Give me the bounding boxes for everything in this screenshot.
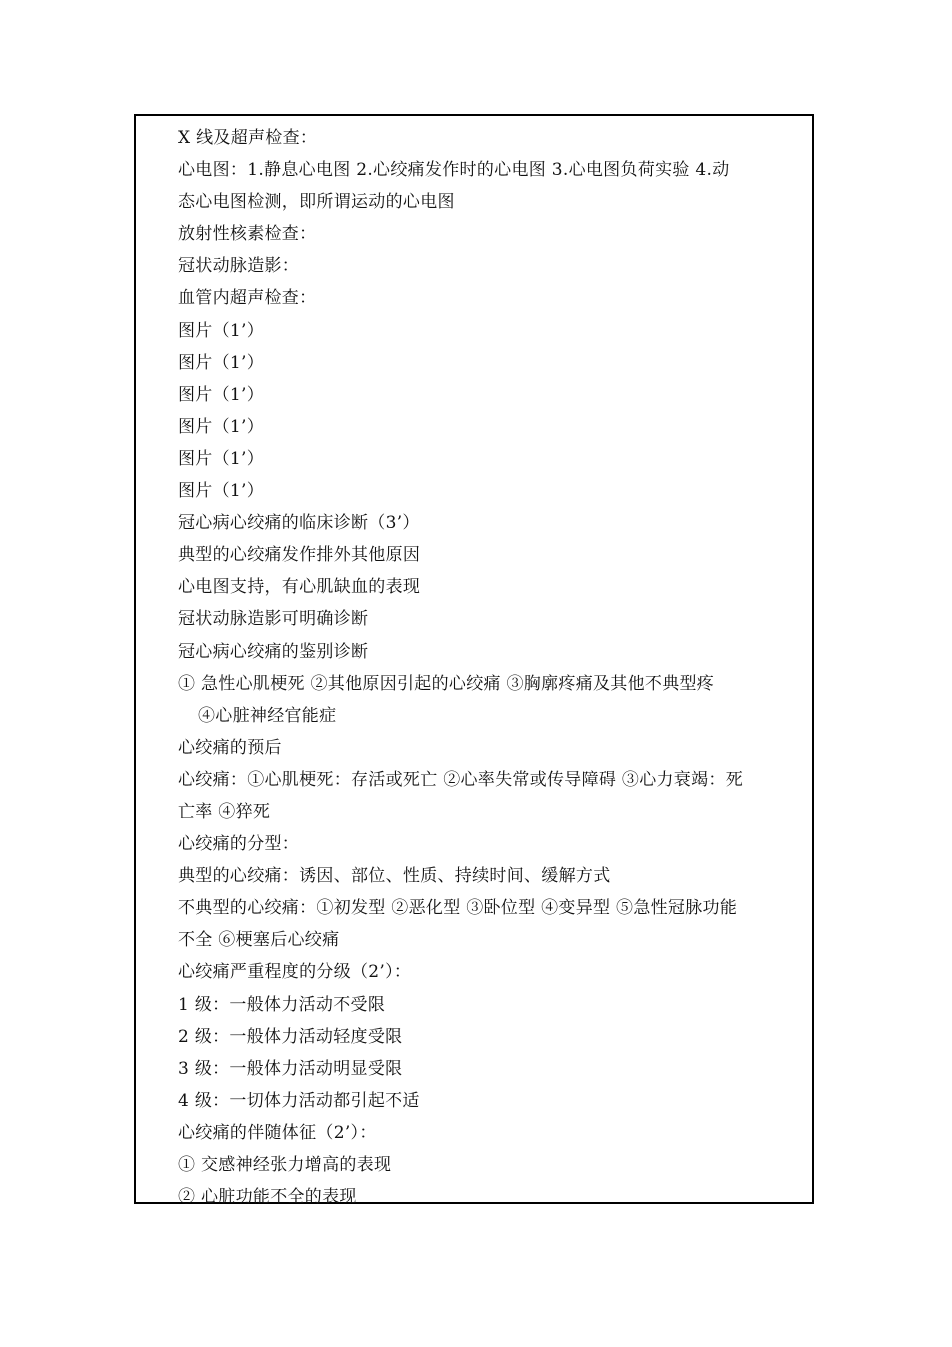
text-line: 冠心病心绞痛的临床诊断（3’）	[178, 513, 420, 534]
text-line: 心绞痛的预后	[178, 737, 282, 758]
text-line: 图片（1’）	[178, 416, 265, 437]
text-line: 血管内超声检查：	[178, 288, 317, 309]
text-line: 心绞痛的伴随体征（2’）：	[178, 1122, 377, 1143]
text-line: 冠状动脉造影可明确诊断	[178, 609, 369, 630]
text-line: 心绞痛：①心肌梗死：存活或死亡 ②心率失常或传导障碍 ③心力衰竭：死	[178, 769, 744, 790]
text-line: 心绞痛的分型：	[178, 834, 300, 855]
text-line: 亡率 ④猝死	[178, 801, 271, 822]
text-line: 2 级：一般体力活动轻度受限	[178, 1026, 403, 1047]
text-line: 典型的心绞痛发作排外其他原因	[178, 545, 421, 566]
text-line: 图片（1’）	[178, 352, 265, 373]
text-line: ① 急性心肌梗死 ②其他原因引起的心绞痛 ③胸廓疼痛及其他不典型疼	[178, 673, 715, 694]
text-line: 4 级：一切体力活动都引起不适	[178, 1090, 420, 1111]
text-line: 冠心病心绞痛的鉴别诊断	[178, 641, 369, 662]
text-line: 心电图支持，有心肌缺血的表现	[178, 577, 421, 598]
text-line: 典型的心绞痛：诱因、部位、性质、持续时间、缓解方式	[178, 866, 611, 887]
text-line: ② 心脏功能不全的表现	[178, 1187, 357, 1208]
text-line: 3 级：一般体力活动明显受限	[178, 1058, 403, 1079]
content-frame	[134, 114, 814, 1208]
text-line: 放射性核素检查：	[178, 224, 317, 245]
text-line: 图片（1’）	[178, 448, 265, 469]
text-line: ① 交感神经张力增高的表现	[178, 1155, 392, 1175]
text-line: 不全 ⑥梗塞后心绞痛	[178, 930, 340, 951]
text-line: 1 级：一般体力活动不受限	[178, 994, 386, 1015]
text-body	[178, 122, 810, 1213]
text-line: X 线及超声检查：	[178, 128, 318, 148]
text-line: 不典型的心绞痛：①初发型 ②恶化型 ③卧位型 ④变异型 ⑤急性冠脉功能	[178, 898, 738, 919]
text-line: 图片（1’）	[178, 320, 265, 341]
text-line: 图片（1’）	[178, 384, 265, 405]
text-line: 态心电图检测，即所谓运动的心电图	[178, 192, 455, 213]
text-line: 心绞痛严重程度的分级（2’）：	[178, 962, 412, 983]
text-line: 冠状动脉造影：	[178, 256, 300, 277]
text-line: 心电图：1.静息心电图 2.心绞痛发作时的心电图 3.心电图负荷实验 4.动	[178, 160, 730, 181]
text-line: ④心脏神经官能症	[198, 705, 337, 726]
text-line: 图片（1’）	[178, 481, 265, 502]
